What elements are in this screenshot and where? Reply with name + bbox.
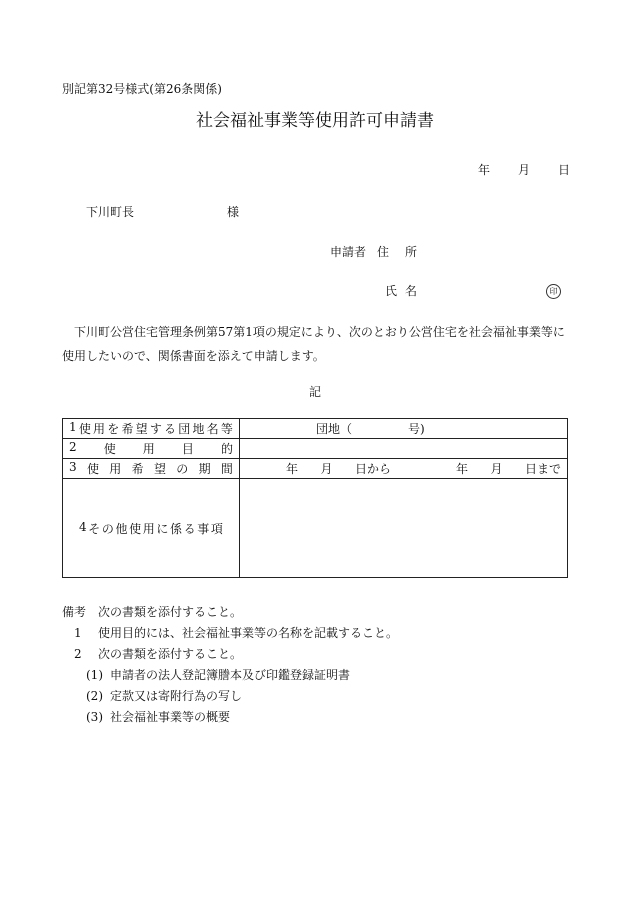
table-row xyxy=(63,479,568,578)
estate-suffix: 号) xyxy=(408,422,425,436)
label-char: 使 xyxy=(103,442,116,456)
note-number: 1 xyxy=(74,626,82,640)
row-number: 1 xyxy=(69,420,77,434)
date-year-label: 年 xyxy=(478,163,491,177)
label-char: す xyxy=(149,422,162,436)
label-char: 項 xyxy=(210,521,223,536)
label-char: 希 xyxy=(121,422,134,436)
table-row xyxy=(63,419,568,439)
ki-heading: 記 xyxy=(308,385,321,399)
note-subtext: 申請者の法人登記簿謄本及び印鑑登録証明書 xyxy=(110,668,351,682)
period-field[interactable] xyxy=(240,459,568,479)
name-char: 名 xyxy=(404,284,417,298)
note-subitem xyxy=(62,665,398,686)
label-char: 用 xyxy=(93,422,106,436)
label-char: 地 xyxy=(192,422,205,436)
estate-prefix: 団地（ xyxy=(316,422,353,436)
label-char: 使 xyxy=(86,462,99,476)
purpose-field[interactable] xyxy=(240,439,568,459)
note-text: 使用目的には、社会福祉事業等の名称を記載すること。 xyxy=(98,626,399,640)
label-char: 目 xyxy=(181,442,194,456)
label-char: 係 xyxy=(170,521,183,536)
label-char: 等 xyxy=(220,422,233,436)
label-char: 名 xyxy=(206,422,219,436)
label-char: 用 xyxy=(142,442,155,456)
date-month-label: 月 xyxy=(517,163,530,177)
label-char: 団 xyxy=(178,422,191,436)
label-char: の xyxy=(101,521,114,536)
note-subtext: 社会福祉事業等の概要 xyxy=(110,710,231,724)
document-title: 社会福祉事業等使用許可申請書 xyxy=(196,111,434,131)
name-char: 氏 xyxy=(385,284,398,298)
applicant-label: 申請者 xyxy=(330,245,367,259)
row-number: 3 xyxy=(69,460,77,474)
label-char: る xyxy=(183,521,196,536)
period-end-year: 年 xyxy=(455,462,468,476)
label-char: 使 xyxy=(78,422,91,436)
label-char: 的 xyxy=(220,442,233,456)
housing-estate-field[interactable] xyxy=(240,419,568,439)
label-char: 使 xyxy=(129,521,142,536)
label-char: 望 xyxy=(135,422,148,436)
label-char: る xyxy=(164,422,177,436)
row-label xyxy=(63,479,240,578)
period-start-month: 月 xyxy=(320,462,333,476)
other-matters-field[interactable] xyxy=(240,479,568,578)
row-label xyxy=(63,459,240,479)
address-char: 住 xyxy=(377,245,390,259)
period-start-year: 年 xyxy=(286,462,299,476)
period-start-day: 日から xyxy=(355,462,392,476)
label-char: 用 xyxy=(109,462,122,476)
table-row xyxy=(63,459,568,479)
row-number: 2 xyxy=(69,440,77,454)
row-label xyxy=(63,439,240,459)
name-label xyxy=(385,282,417,299)
date-field xyxy=(478,161,570,178)
note-subitem xyxy=(62,707,398,728)
label-char: 期 xyxy=(198,462,211,476)
address-char: 所 xyxy=(404,245,417,259)
row-label xyxy=(63,419,240,439)
label-char: 希 xyxy=(131,462,144,476)
note-subnumber: (3) xyxy=(86,710,103,724)
label-char: 他 xyxy=(115,521,128,536)
label-char: 間 xyxy=(220,462,233,476)
notes-header: 備考 次の書類を添付すること。 xyxy=(62,605,243,619)
label-char: を xyxy=(107,422,120,436)
address-label xyxy=(377,243,417,260)
note-text: 次の書類を添付すること。 xyxy=(98,647,243,661)
label-char: 望 xyxy=(153,462,166,476)
note-subtext: 定款又は寄附行為の写し xyxy=(110,689,243,703)
table-row xyxy=(63,439,568,459)
note-item xyxy=(62,644,398,665)
note-item xyxy=(62,623,398,644)
period-end-day: 日まで xyxy=(524,462,561,476)
addressee: 下川町長 xyxy=(86,205,135,219)
note-subitem xyxy=(62,686,398,707)
date-day-label: 日 xyxy=(557,163,570,177)
note-subnumber: (1) xyxy=(86,668,103,682)
application-table xyxy=(62,418,568,578)
form-number-label: 別記第32号様式(第26条関係) xyxy=(62,82,222,96)
label-char: に xyxy=(156,521,169,536)
note-number: 2 xyxy=(74,647,82,661)
label-char: 用 xyxy=(142,521,155,536)
application-statement: 下川町公営住宅管理条例第57第1項の規定により、次のとおり公営住宅を社会福祉事業等に使用したいので、関係書面を添えて申請します。 xyxy=(62,325,565,363)
note-subnumber: (2) xyxy=(86,689,103,703)
period-end-month: 月 xyxy=(490,462,503,476)
label-char: 事 xyxy=(197,521,210,536)
label-char: そ xyxy=(88,521,101,536)
notes-section xyxy=(62,602,398,728)
honorific: 様 xyxy=(227,205,240,219)
row-number: 4 xyxy=(79,519,87,534)
label-char: の xyxy=(176,462,189,476)
seal-icon: 印 xyxy=(546,284,561,299)
